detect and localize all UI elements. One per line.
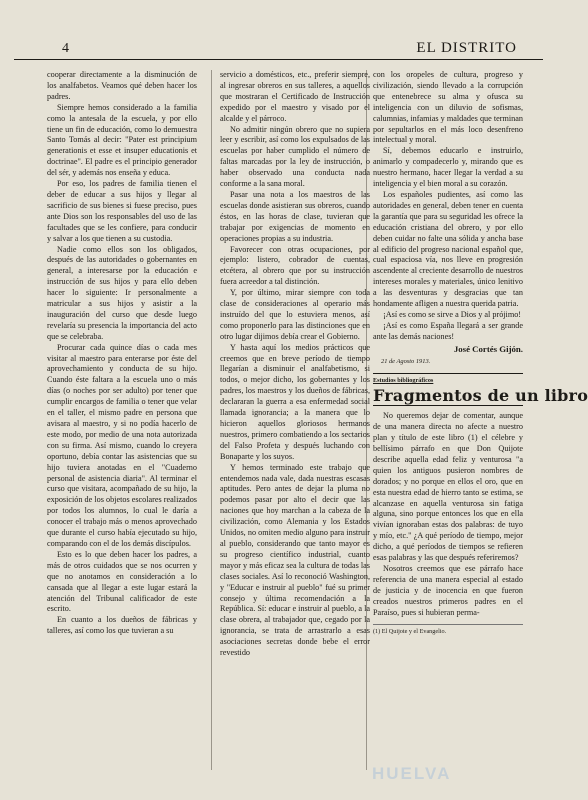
section-label: Estudios bibliográficos (373, 377, 434, 385)
paragraph: Y hasta aquí los medios prácticos que creemos que en breve período de tiempo llegarían a disminuir el analfabetismo, si todos, o mejor dicho, los gobernantes y los padres, los maestros y los dueños de fábricas, declararan la guerra a esa enfermedad social llamada ignorancia; a la manera que lo hicieron aquellos gloriosos hermanos nuestros, primero combatiendo a los sectarios del Falso Profeta y después luchando con Bonaparte y los suyos. (220, 342, 370, 461)
paragraph: Sí, debemos educarlo e instruirlo, animarlo y compadecerlo y, mirando que es nuestro hermano, hacer llegar la verdad a su inteligencia y el bien moral a su corazón. (373, 146, 523, 189)
paragraph: Esto es lo que deben hacer los padres, a más de otros cuidados que se nos ocurren y que no anotamos en consideración a lo cansada que al llegar a este lugar estará la atención del Tribunal calificador de este escrito. (47, 549, 197, 614)
paragraph: Pasar una nota a los maestros de las escuelas donde asistieran sus obreros, cuando éstos, en las horas de clase, tuvieran que trabajar por exigencias de momento en operaciones propias a su industria. (220, 189, 370, 243)
section-divider (373, 373, 523, 374)
page-header (14, 39, 543, 60)
paragraph: cooperar directamente a la disminución de los analfabetos. Veamos qué deben hacer los padres. (47, 70, 197, 101)
author-signature: José Cortés Gijón. (453, 343, 523, 354)
page-number: 4 (62, 41, 69, 56)
paragraph: Por eso, los padres de familia tienen el deber de educar a sus hijos y llegar al sacrificio de sus bienes si fuese preciso, pues ante Dios son los responsables del uso de las facultades que se les confiere, para conducir y salvar a los que tienen a su custodia. (47, 179, 197, 243)
paragraph: Siempre hemos considerado a la familia como la antesala de la escuela, y por ello tiene un fin de educación, como lo demuestra Santo Tomás al decir: "Pater est principium generationis et esse et insuper educationis et doctrinae". El padre es el principio generador del sér, y además nos enseña y educa. (47, 102, 197, 178)
paragraph: servicio a domésticos, etc., preferir siempre, al ingresar obreros en sus talleres, a aquellos que mostraran el Certificado de Instrucción expedido por el maestro y visado por el alcalde y el párroco. (220, 70, 370, 123)
paragraph: Y hemos terminado este trabajo que entendemos nada vale, dada nuestras escasas aptitudes. Pero antes de dejar la pluma no podemos pasar por alto el decir que las naciones que hoy marchan a la cabeza de la civilización, como Alemania y los Estados Unidos, no omiten medio alguno para instruir al pueblo, considerando que tanto mayor es su progreso científico industrial, cuanto mayor y más eficaz sea la cultura de todas las clases sociales. Así lo reconoció Washington, y "Educar e instruir al pueblo" fué su primer consejo y última recomendación a la República. Sí: educar e instruir al pueblo, a la clase obrera, al trabajador que, cegado por la ignorancia, se trata de arrastrarlo a esas asociaciones secretas donde bebe el error revestido (220, 462, 370, 658)
paragraph: No admitir ningún obrero que no supiera leer y escribir, así como los expulsados de las escuelas por haber cumplido el número de faltas marcadas por la ley de instrucción, o haber observado una conducta nada conforme a la sana moral. (220, 124, 370, 189)
paragraph: En cuanto a los dueños de fábricas y talleres, así como los que tuvieran a su (47, 615, 197, 636)
article-title: Fragmentos de un libro (373, 386, 588, 406)
archive-watermark: HUELVA (372, 764, 452, 783)
paragraph: No queremos dejar de comentar, aunque de una manera directa no afecte a nuestro plan y título de este libro (1) el célebre y bellísimo párrafo en que Don Quijote describe aquella edad feliz y venturosa "a quien los antiguos pusieron nombres de dorados; y no porque en ellos el oro, que en esta nuestra edad de hierro tanto se estima, se alcanzase en aquella venturosa sin fatiga alguna, sino porque entonces los que en ella vivían ignoraban estas dos palabras: de tuyo y mío, etc." ¿A qué período de tiempo, mejor dicho, a qué períodos de tiempos se refieren esas palabras y las que después referiremos? (373, 411, 523, 563)
text-column-2 (220, 70, 370, 659)
paragraph: Y, por último, mirar siempre con toda clase de consideraciones al operario más instruído del que lo estuviera menos, así como proponerlo para las distinciones que en otro lugar dijimos debía crear el Gobierno. (220, 288, 370, 341)
article-date: 21 de Agosto 1913. (381, 357, 431, 365)
magazine-name: EL DISTRITO (416, 40, 517, 56)
paragraph: Procurar cada quince días o cada mes visitar al maestro para enterarse por éste del aprovechamiento y conducta de su hijo. Cuando éste faltara a la escuela uno o más días (o noches por ser adulto) por tener que cumplir encargos de familia o tener que velar en el taller, el mismo padre en persona que avisara al maestro, y si no podía hacerlo de este modo, por medio de una nota autorizada con su firma. Así mismo, cuando lo creyera oportuno, debía contar las asistencias que su hijo tuviera anotadas en el "Cuaderno personal de asistencia diaria". Al terminar el curso que visitara, acompañado de su hijo, la exposición de los objetos escolares realizados por todos los alumnos, lo cual le daría a conocer el trabajo más o menos aprovechado que durante el curso había ejecutado su hijo, comparando con el de los demás discípulos. (47, 342, 197, 548)
paragraph: Nosotros creemos que ese párrafo hace referencia de una manera especial al estado de justicia y de inocencia en que fueron creados nuestros primeros padres en el Paraíso, pues si hubieran perma- (373, 563, 523, 617)
paragraph: ¡Así es como España llegará a ser grande ante las demás naciones! (373, 320, 523, 341)
paragraph: ¡Así es como se sirve a Dios y al prójimo! (383, 309, 522, 319)
text-column-1 (47, 70, 197, 637)
paragraph: Nadie como ellos son los obligados, después de las autoridades o gobernantes en general, a interesarse por la educación e instrucción de sus hijos y para ello deben hacer lo siguiente: Ir personalmente a matricular a sus hijos y asistir a la inauguración del curso que desde luego revelaría su presencia la importancia del acto que se celebraba. (47, 244, 197, 341)
paragraph: Los españoles pudientes, así como las autoridades en general, deben tener en cuenta la garantía que para su seguridad les ofrece la educación cristiana del obrero, y por ello deben cuidar no falte una sólida y ancha base al edificio del progreso nacional español que, cual espaciosa vía, nos lleve en progresión ascendente al creciente desarrollo de nuestros intereses morales y materiales, único lenitivo a las desventuras y desgracias que tan hondamente afligen a nuestra querida patria. (373, 189, 523, 309)
paragraph: con los oropeles de cultura, progreso y civilización, siendo llevado a la corrupción que entenebrece su alma y ofusca su inteligencia con un diluvio de sofismas, calumnias, infamias y maldades que terminan por sepultarlos en el más loco desenfreno intelectual y moral. (373, 70, 523, 145)
paragraph: Favorecer con otras ocupaciones, por ejemplo: listero, cobrador de cuentas, etcétera, al obrero que por su instrucción fuera acreedor a tal distinción. (220, 244, 370, 287)
column-divider (211, 70, 212, 770)
footnote: (1) El Quijote y el Evangelio. (373, 624, 523, 638)
text-column-3 (373, 70, 588, 637)
